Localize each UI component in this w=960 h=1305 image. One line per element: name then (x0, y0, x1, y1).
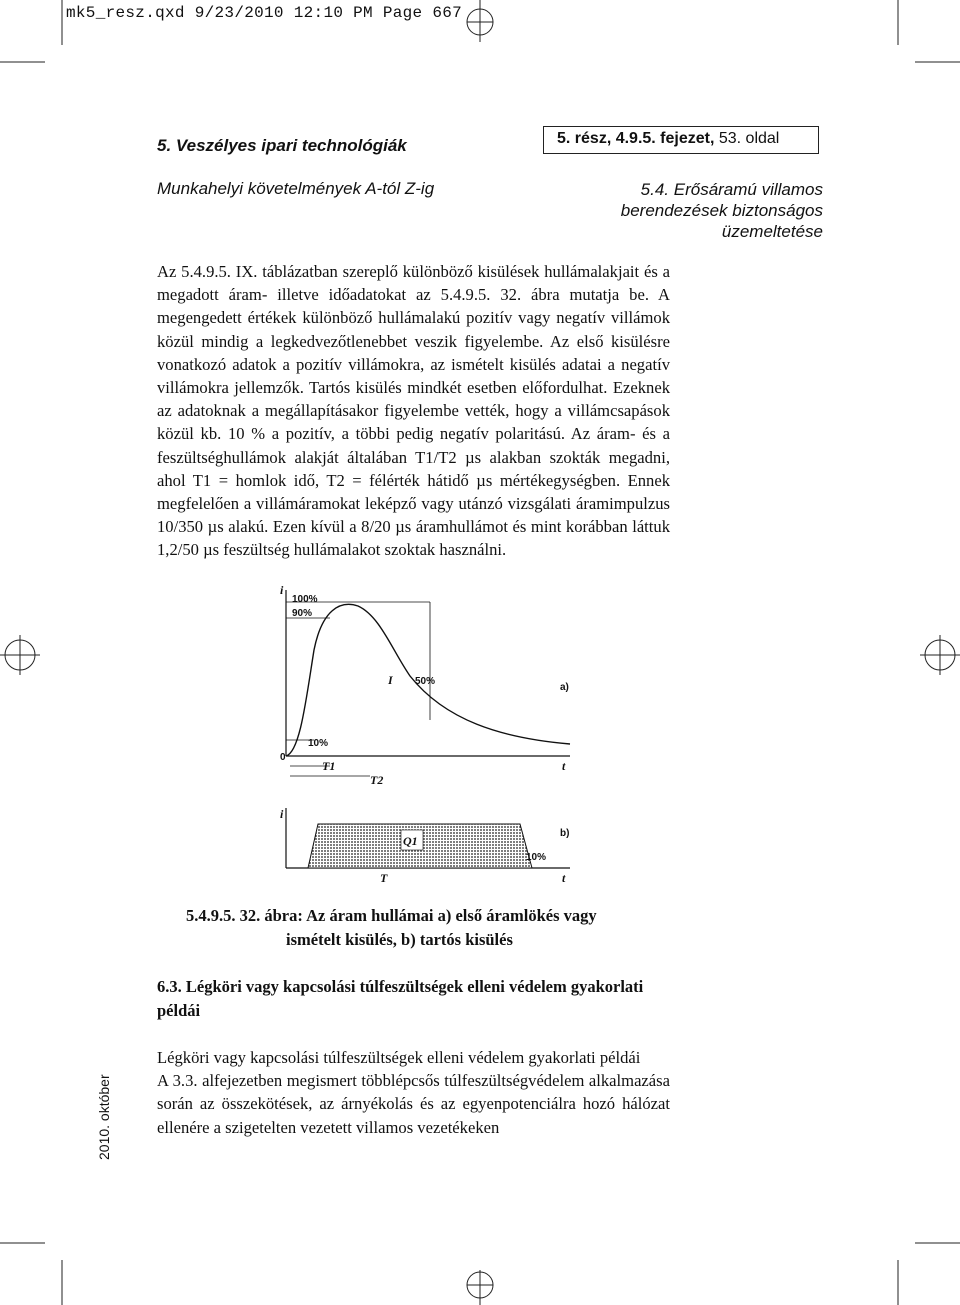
a-axis-i-label: i (280, 583, 284, 597)
panel-b (280, 807, 570, 885)
figure-caption (186, 904, 597, 952)
chapter-subtitle-line-3: üzemeltetése (721, 222, 823, 241)
chapter-reference-box (543, 126, 819, 154)
section-paragraph-line-1: Légköri vagy kapcsolási túlfeszültségek elleni védelem gyakorlati példái (157, 1048, 641, 1067)
chapter-subtitle-line-1: 5.4. Erősáramú villamos (640, 180, 823, 199)
section-heading: 6.3. Légköri vagy kapcsolási túlfeszültségek elleni védelem gyakorlati példái (157, 977, 644, 1020)
chapter-subtitle-line-2: berendezések biztonságos (620, 201, 823, 220)
section-title: 5. Veszélyes ipari technológiák (157, 136, 407, 155)
b-10-label: 10% (526, 852, 547, 863)
book-subtitle: Munkahelyi követelmények A-tól Z-ig (157, 179, 435, 198)
a-I-label: I (388, 673, 393, 687)
a-10-label: 10% (308, 738, 329, 749)
intro-text: Az 5.4.9.5. IX. táblázatban szereplő különböző kisülések hullámalakjait és a megadott áram- illetve időadatokat az 5.4.9.5. 32. ábra mutatja be. A megengedett értékek különböző hullámalakú pozitív vagy negatív villámok közül mindig a legkedvezőtlenebbet veszik figyelembe. Az első kisülésre vonatkozó adatok a pozitív villámokra, az ismételt kisülés adatai a negatív villámokra jellemzők. Tartós kisülés mindkét esetben előfordulhat. Ezeknek az adatoknak a megállapításakor figyelembe vették, hogy a villámcsapások közül kb. 10 % a pozitív, a többi pedig negatív polaritású. Az áram- és a feszültséghullámok alakját általában T1/T2 µs alakban szokták megadni, ahol T1 = homlok idő, T2 = félérték hátidő µs mértékegységben. Ennek megfelelően a villámáramokat leképző vagy utánzó vizsgálati áramimpulzus 10/350 µs alakú. Ezen kívül a 8/20 µs áramhullámot és mint korábban láttuk 1,2/50 µs feszültség hullámalakot szoktak használni. (157, 262, 670, 560)
a-T2-label: T2 (370, 773, 384, 787)
caption-line-1: 5.4.9.5. 32. ábra: Az áram hullámai a) első áramlökés vagy (186, 906, 597, 925)
b-t-label: t (562, 871, 566, 885)
intro-paragraph (157, 260, 670, 562)
caption-line-2: ismételt kisülés, b) tartós kisülés (286, 930, 513, 949)
a-zero-label: 0 (280, 752, 286, 763)
page-reference: 53. oldal (714, 130, 780, 147)
a-90-label: 90% (292, 608, 313, 619)
b-panel-label: b) (560, 828, 570, 839)
chapter-subtitle (563, 179, 823, 242)
b-Q1-label: Q1 (403, 834, 418, 848)
a-panel-label: a) (560, 682, 569, 693)
b-axis-i-label: i (280, 807, 284, 821)
panel-a (280, 583, 570, 787)
b-T-label: T (380, 871, 388, 885)
a-t-label: t (562, 759, 566, 773)
a-T1-label: T1 (322, 759, 336, 773)
a-50-label: 50% (415, 676, 436, 687)
section-paragraph-rest: A 3.3. alfejezetben megismert többlépcsős túlfeszültségvédelem alkalmazása során az összekötések, az árnyékolás és az egyenpotenciálra hozó hálózat ellenére a szigetelten vezetett villamos vezetékeken (157, 1071, 670, 1137)
slug-line: mk5_resz.qxd 9/23/2010 12:10 PM Page 667 (66, 4, 463, 22)
section-paragraph (157, 1046, 670, 1139)
a-100-label: 100% (292, 594, 318, 605)
chapter-reference: 5. rész, 4.9.5. fejezet, (557, 130, 715, 147)
figure-current-waves (270, 580, 590, 890)
side-date: 2010. október (96, 1074, 112, 1160)
